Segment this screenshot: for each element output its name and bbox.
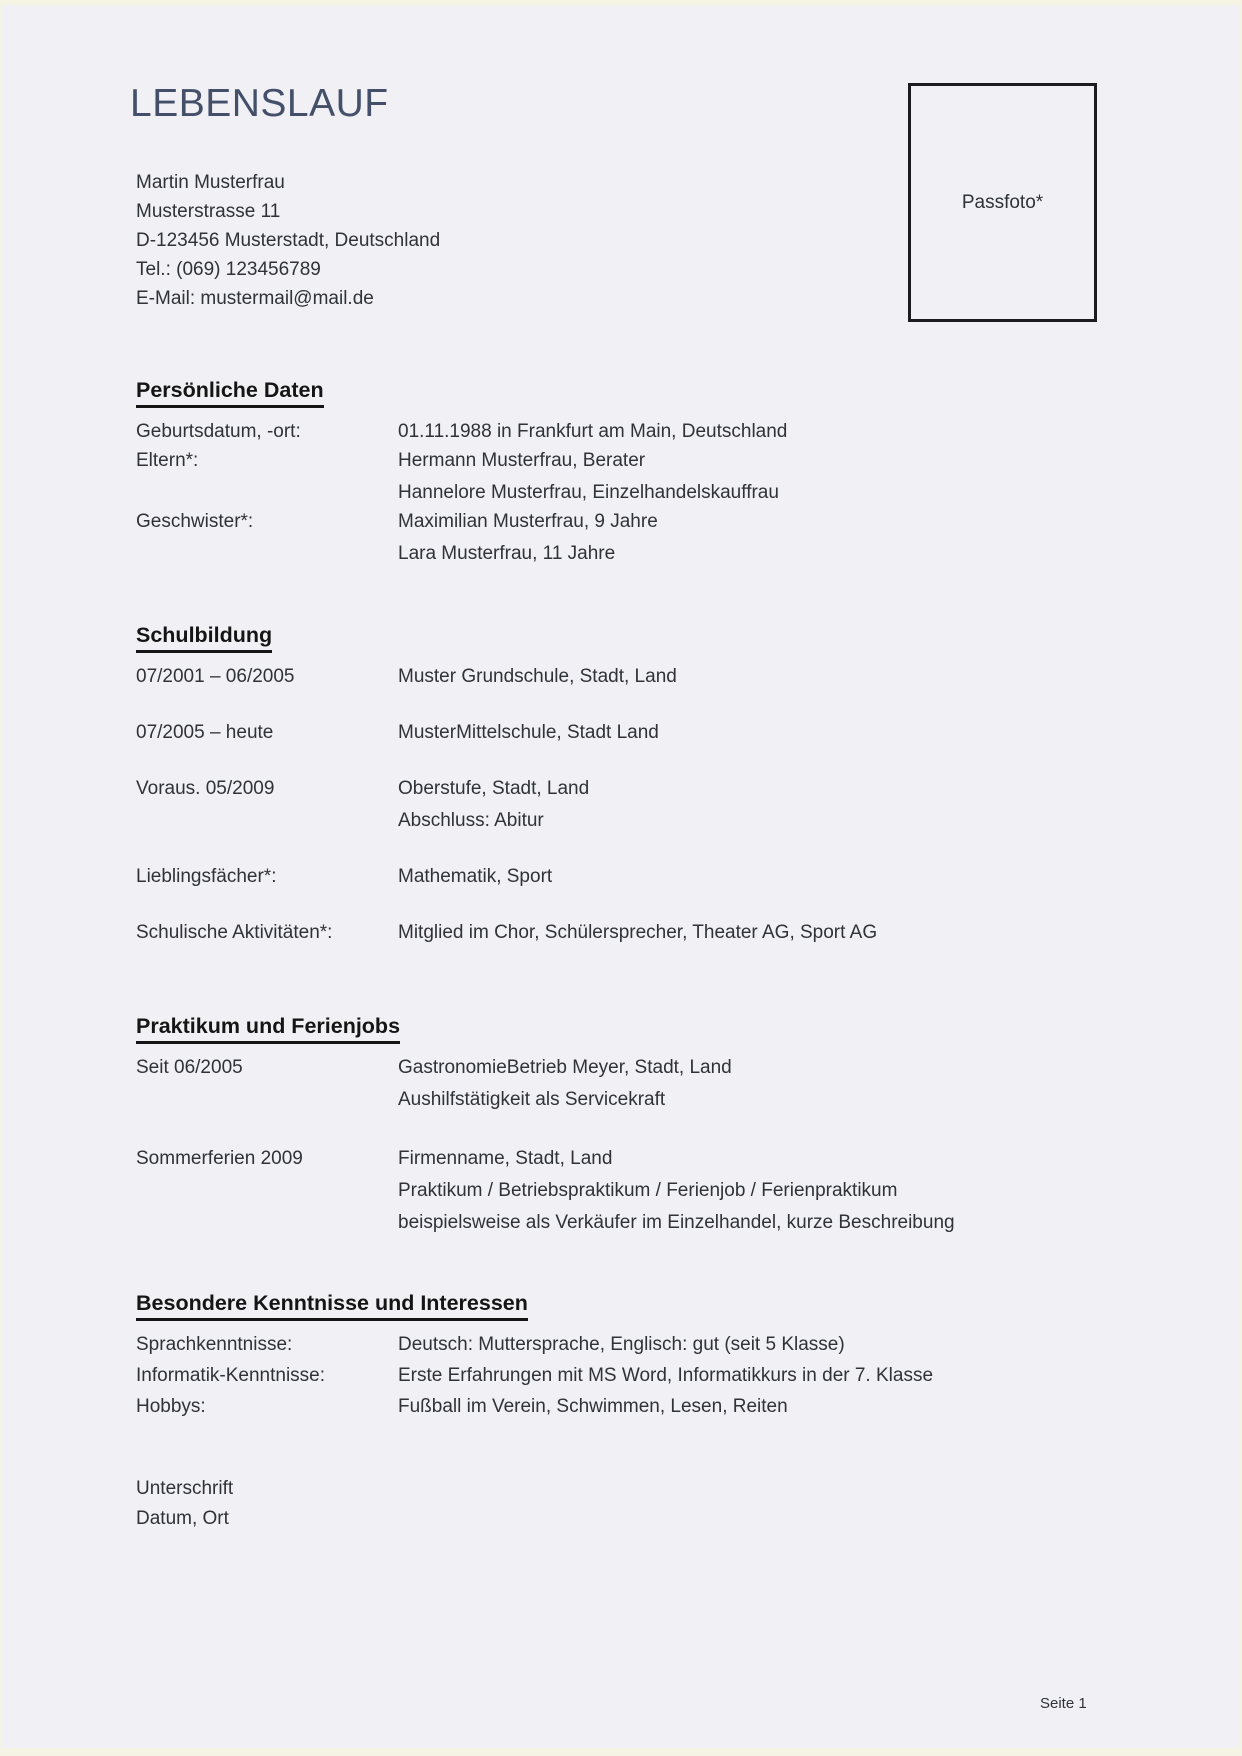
contact-phone: Tel.: (069) 123456789: [136, 259, 321, 280]
detail-row: [136, 862, 1111, 891]
section-heading: Persönliche Daten: [136, 378, 324, 408]
row-label: 07/2005 – heute: [136, 722, 274, 743]
detail-row: [136, 1361, 1111, 1390]
detail-row: [136, 446, 1111, 507]
section-personal-data: [136, 378, 1111, 568]
row-value: beispielsweise als Verkäufer im Einzelhandel, kurze Beschreibung: [398, 1212, 955, 1233]
row-values: [398, 417, 1111, 446]
detail-row: [136, 1053, 1111, 1114]
scan-edge-top: [0, 0, 1242, 5]
row-value: Aushilfstätigkeit als Servicekraft: [398, 1089, 666, 1110]
row-label: Geschwister*:: [136, 511, 254, 532]
row-label: Hobbys:: [136, 1396, 206, 1417]
row-value: Abschluss: Abitur: [398, 810, 544, 831]
row-value: GastronomieBetrieb Meyer, Stadt, Land: [398, 1057, 732, 1078]
row-value: Mitglied im Chor, Schülersprecher, Theater AG, Sport AG: [398, 922, 878, 943]
document-title: LEBENSLAUF: [130, 82, 389, 125]
section-rows: [136, 417, 1111, 568]
detail-row: [136, 1144, 1111, 1237]
row-label: Sprachkenntnisse:: [136, 1334, 293, 1355]
contact-street: Musterstrasse 11: [136, 201, 281, 222]
contact-city: D-123456 Musterstadt, Deutschland: [136, 230, 441, 251]
signature-line: Unterschrift: [136, 1478, 234, 1499]
row-value: Deutsch: Muttersprache, Englisch: gut (seit 5 Klasse): [398, 1334, 845, 1355]
row-value: Praktikum / Betriebspraktikum / Ferienjob / Ferienpraktikum: [398, 1180, 898, 1201]
row-label: Lieblingsfächer*:: [136, 866, 277, 887]
row-value: Lara Musterfrau, 11 Jahre: [398, 543, 616, 564]
detail-row: [136, 918, 1111, 947]
passport-photo-placeholder: [908, 83, 1097, 322]
row-values: [398, 918, 1111, 947]
row-values: [398, 1053, 1111, 1114]
detail-row: [136, 1392, 1111, 1421]
row-value: 01.11.1988 in Frankfurt am Main, Deutschland: [398, 421, 788, 442]
row-value: Muster Grundschule, Stadt, Land: [398, 666, 677, 687]
row-label: Seit 06/2005: [136, 1057, 243, 1078]
detail-row: [136, 662, 1111, 691]
row-value: MusterMittelschule, Stadt Land: [398, 722, 659, 743]
scan-edge-left: [0, 0, 2, 1756]
date-place-line: Datum, Ort: [136, 1508, 229, 1529]
row-value: Oberstufe, Stadt, Land: [398, 778, 590, 799]
row-value: Hannelore Musterfrau, Einzelhandelskauffrau: [398, 482, 779, 503]
section-skills-interests: [136, 1291, 1111, 1423]
row-label: Informatik-Kenntnisse:: [136, 1365, 326, 1386]
passport-photo-label: Passfoto*: [961, 191, 1044, 213]
row-values: [398, 662, 1111, 691]
row-label: 07/2001 – 06/2005: [136, 666, 295, 687]
row-label: Eltern*:: [136, 450, 199, 471]
row-value: Maximilian Musterfrau, 9 Jahre: [398, 511, 658, 532]
row-label: Geburtsdatum, -ort:: [136, 421, 301, 442]
row-label: Voraus. 05/2009: [136, 778, 275, 799]
row-label: Sommerferien 2009: [136, 1148, 303, 1169]
contact-name: Martin Musterfrau: [136, 172, 285, 193]
row-values: [398, 718, 1111, 747]
section-education: [136, 623, 1111, 947]
section-heading: Praktikum und Ferienjobs: [136, 1014, 400, 1044]
detail-row: [136, 718, 1111, 747]
row-values: [398, 1330, 1111, 1359]
section-internships: [136, 1014, 1111, 1237]
detail-row: [136, 417, 1111, 446]
page-number: Seite 1: [1040, 1695, 1087, 1712]
detail-row: [136, 1330, 1111, 1359]
row-values: [398, 1361, 1111, 1390]
detail-row: [136, 774, 1111, 835]
row-value: Fußball im Verein, Schwimmen, Lesen, Reiten: [398, 1396, 788, 1417]
contact-email: E-Mail: mustermail@mail.de: [136, 288, 374, 309]
row-value: Mathematik, Sport: [398, 866, 553, 887]
detail-row: [136, 507, 1111, 568]
row-values: [398, 1144, 1111, 1237]
row-values: [398, 1392, 1111, 1421]
scan-edge-bottom: [0, 1748, 1242, 1756]
section-heading: Schulbildung: [136, 623, 272, 653]
section-rows: [136, 1330, 1111, 1421]
section-rows: [136, 1053, 1111, 1237]
section-rows: [136, 662, 1111, 947]
contact-block: [136, 168, 440, 313]
row-value: Hermann Musterfrau, Berater: [398, 450, 646, 471]
row-value: Erste Erfahrungen mit MS Word, Informatikkurs in der 7. Klasse: [398, 1365, 934, 1386]
section-heading: Besondere Kenntnisse und Interessen: [136, 1291, 528, 1321]
row-values: [398, 446, 1111, 507]
row-values: [398, 862, 1111, 891]
signature-block: [136, 1474, 233, 1534]
row-values: [398, 507, 1111, 568]
row-label: Schulische Aktivitäten*:: [136, 922, 333, 943]
row-values: [398, 774, 1111, 835]
row-value: Firmenname, Stadt, Land: [398, 1148, 613, 1169]
